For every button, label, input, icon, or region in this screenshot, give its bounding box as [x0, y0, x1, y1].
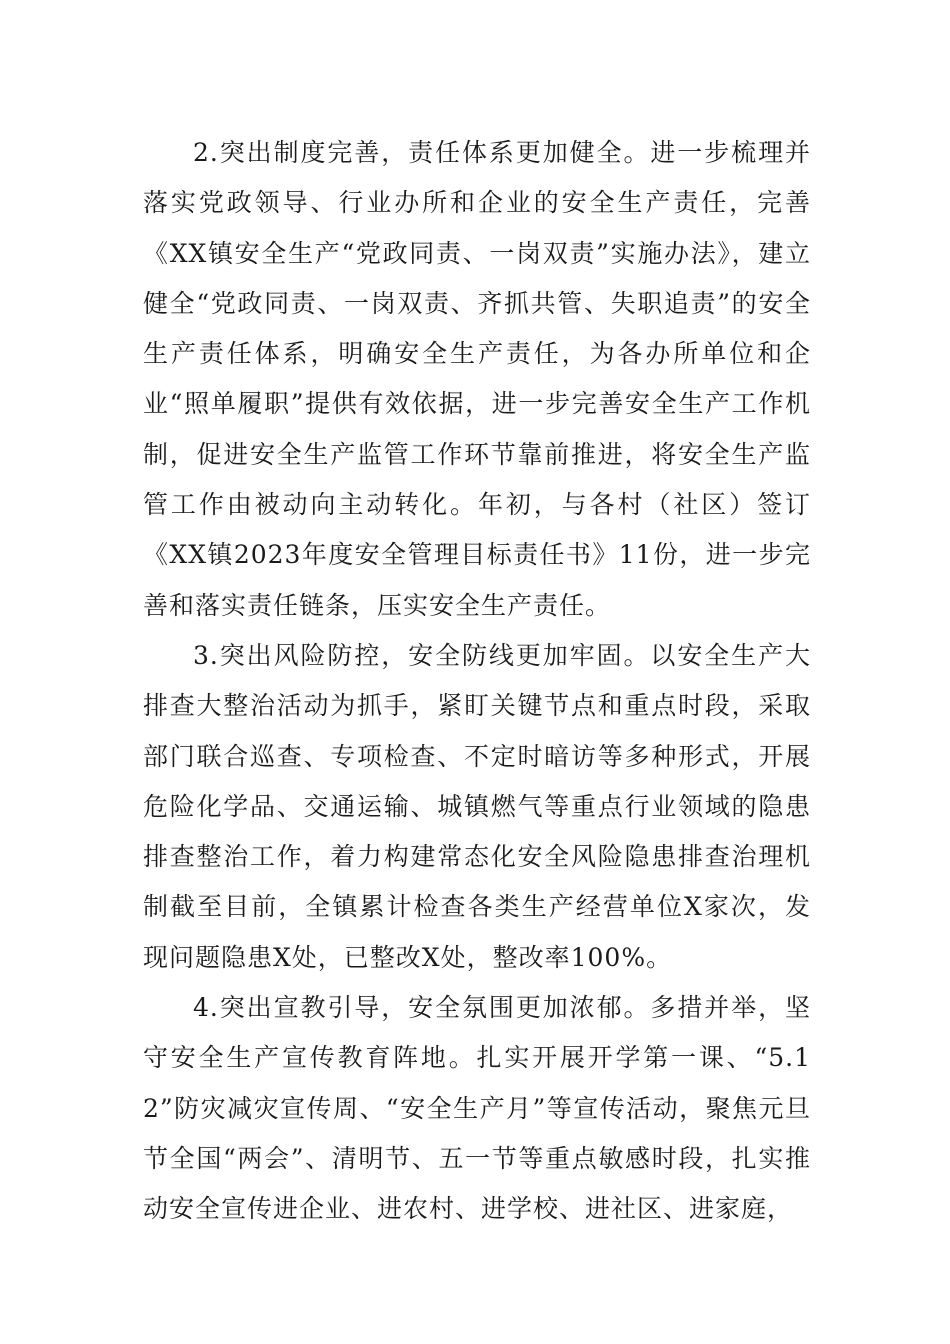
- paragraph-risk-prevention: 3.突出风险防控，安全防线更加牢固。以安全生产大排查大整治活动为抓手，紧盯关键节点和重点时段，采取部门联合巡查、专项检查、不定时暗访等多种形式，开展危险化学品、交通运输、城镇燃气等重点行业领域的隐患排查整治工作，着力构建常态化安全风险隐患排查治理机制截至目前，全镇累计检查各类生产经营单位X家次，发现问题隐患X处，已整改X处，整改率100%。: [143, 640, 811, 972]
- paragraph-institution-improvement: 2.突出制度完善，责任体系更加健全。进一步梳理并落实党政领导、行业办所和企业的安全生产责任，完善《XX镇安全生产“党政同责、一岗双责”实施办法》，建立健全“党政同责、一岗双责、齐抓共管、失职追责”的安全生产责任体系，明确安全生产责任，为各办所单位和企业“照单履职”提供有效依据，进一步完善安全生产工作机制，促进安全生产监管工作环节靠前推进，将安全生产监管工作由被动向主动转化。年初，与各村（社区）签订《XX镇2023年度安全管理目标责任书》11份，进一步完善和落实责任链条，压实安全生产责任。: [143, 138, 811, 620]
- document-body: [143, 128, 811, 1235]
- paragraph-publicity-education: 4.突出宣教引导，安全氛围更加浓郁。多措并举，坚守安全生产宣传教育阵地。扎实开展开学第一课、“5.12”防灾减灾宣传周、“安全生产月”等宣传活动，聚焦元旦节全国“两会”、清明节、五一节等重点敏感时段，扎实推动安全宣传进企业、进农村、进学校、进社区、进家庭，: [143, 993, 811, 1224]
